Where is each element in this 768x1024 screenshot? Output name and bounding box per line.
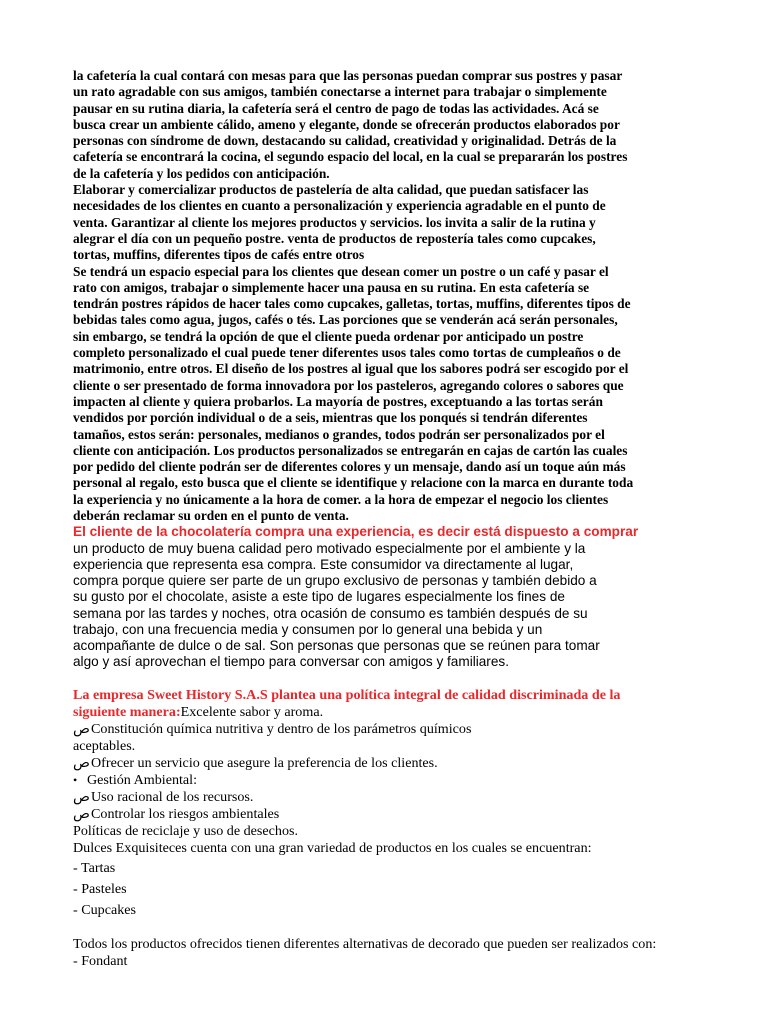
text-line: compra porque quiere ser parte de un grupo exclusivo de personas y también debido a [73, 573, 597, 589]
products-list [73, 858, 698, 921]
bullet-icon: • [73, 773, 78, 788]
list-item: - Fondant [73, 952, 128, 969]
policy-item [73, 789, 698, 806]
text-line: venta. Garantizar al cliente los mejores productos y servicios. los invita a salir de la rutina y [73, 214, 596, 230]
text-line: por pedido del cliente podrán ser de diferentes colores y un mensaje, dando así un toque aún más [73, 459, 626, 475]
text-line: un rato agradable con sus amigos, también conectarse a internet para trabajar o simplemente [73, 84, 607, 100]
arabic-symbol-icon: ص [73, 755, 91, 772]
arabic-symbol-icon: ص [73, 788, 91, 805]
text-line: un producto de muy buena calidad pero motivado especialmente por el ambiente y la [73, 540, 586, 556]
text-line: cafetería se encontrará la cocina, el segundo espacio del local, en la cual se prepararán los postres [73, 149, 628, 165]
text-line: busca crear un ambiente cálido, ameno y elegante, donde se ofrecerán productos elaborados por [73, 116, 620, 132]
text-line: impacten al cliente y quiera probarlos. La mayoría de postres, exceptuando a las tortas serán [73, 393, 603, 409]
policy-item-text: Uso racional de los recursos. [91, 788, 254, 805]
text-line: personal al regalo, esto busca que el cliente se identifique y relacione con la marca en durante toda [73, 475, 634, 491]
text-line: Se tendrá un espacio especial para los clientes que desean comer un postre o un café y pasar el [73, 263, 609, 279]
text-line: personas con síndrome de down, destacando su calidad, creatividad y originalidad. Detrás de la [73, 133, 617, 149]
text-line: la cafetería la cual contará con mesas para que las personas puedan comprar sus postres y pasar [73, 68, 623, 83]
text-line: cliente o ser presentado de forma innovadora por los pasteleros, agregando colores o sabores que [73, 377, 624, 393]
policy-list [73, 721, 698, 856]
policy-item-text: Constitución química nutritiva y dentro de los parámetros químicos [91, 721, 472, 738]
list-item: - Tartas [73, 859, 116, 876]
paragraph-space [73, 264, 698, 525]
text-line: acompañante de dulce o de sal. Son personas que personas que se reúnen para tomar [73, 637, 600, 653]
text-line: tamaños, estos serán: personales, medianos o grandes, todos podrán ser personalizados por el [73, 426, 605, 442]
text-line: semana por las tardes y noches, otra ocasión de consumo es también después de su [73, 605, 588, 621]
policy-item [73, 755, 698, 772]
policy-heading-line: La empresa Sweet History S.A.S plantea una política integral de calidad discriminada de la [73, 687, 621, 704]
text-line: pausar en su rutina diaria, la cafetería será el centro de pago de todas las actividades. Acá se [73, 100, 599, 116]
decor-section [73, 936, 698, 970]
policy-item [73, 806, 698, 823]
text-line: experiencia que representa esa compra. Este consumidor va directamente al lugar, [73, 556, 574, 572]
policy-heading-tail: Excelente sabor y aroma. [180, 704, 324, 721]
text-line: vendidos por porción individual o de a seis, mientras que los ponqués si tendrán diferentes [73, 410, 588, 426]
text-line: matrimonio, entre otros. El diseño de los postres al igual que los sabores podrá ser escogido por el [73, 361, 629, 377]
policy-heading-line: siguiente manera: [73, 704, 181, 721]
chocolateria-heading: El cliente de la chocolatería compra una experiencia, es decir está dispuesto a comprar [73, 524, 639, 540]
text-line: de la cafetería y los pedidos con anticipación. [73, 165, 330, 181]
text-line: algo y así aprovechan el tiempo para conversar con amigos y familiares. [73, 654, 509, 670]
text-line: la experiencia y no únicamente a la hora de comer. a la hora de empezar el negocio los clientes [73, 491, 609, 507]
text-line: Elaborar y comercializar productos de pastelería de alta calidad, que puedan satisfacer las [73, 182, 589, 198]
text-line: alegrar el día con un pequeño postre. venta de productos de repostería tales como cupcakes, [73, 230, 596, 246]
policy-item-text: Gestión Ambiental: [87, 772, 197, 789]
policy-item [73, 772, 698, 789]
policy-item-text: Controlar los riesgos ambientales [91, 805, 280, 822]
text-line: su gusto por el chocolate, asiste a este tipo de lugares especialmente los fines de [73, 589, 565, 605]
text-line: bebidas tales como agua, jugos, cafés o tés. Las porciones que se venderán acá serán personales, [73, 312, 618, 328]
policy-heading [73, 687, 698, 721]
decor-intro: Todos los productos ofrecidos tienen diferentes alternativas de decorado que pueden ser realizados con: [73, 935, 657, 952]
policy-item-text: Ofrecer un servicio que asegure la preferencia de los clientes. [91, 755, 438, 772]
arabic-symbol-icon: ص [73, 805, 91, 822]
list-item: - Pasteles [73, 880, 127, 897]
paragraph-mission [73, 182, 698, 263]
list-item: - Cupcakes [73, 901, 137, 918]
document-page [73, 68, 698, 969]
text-line: trabajo, con una frecuencia media y consumen por lo general una bebida y un [73, 621, 543, 637]
text-line: sin embargo, se tendrá la opción de que el cliente pueda ordenar por anticipado un postre [73, 328, 584, 344]
policy-section [73, 687, 698, 969]
spacer [73, 921, 698, 936]
paragraph-chocolateria [73, 541, 698, 671]
text-line: deberán reclamar su orden en el punto de venta. [73, 508, 349, 524]
paragraph-cafeteria [73, 68, 698, 182]
arabic-symbol-icon: ص [73, 721, 91, 738]
text-line: tortas, muffins, diferentes tipos de cafés entre otros [73, 247, 365, 263]
policy-item [73, 721, 698, 738]
policy-item: Políticas de reciclaje y uso de desechos. [73, 822, 299, 839]
text-line: rato con amigos, trabajar o simplemente hacer una pausa en su rutina. En esta cafetería se [73, 279, 590, 295]
text-line: cliente con anticipación. Los productos personalizados se entregarán en cajas de cartón las cuales [73, 442, 628, 458]
text-line: necesidades de los clientes en cuanto a personalización y experiencia agradable en el punto de [73, 198, 606, 214]
products-intro: Dulces Exquisiteces cuenta con una gran variedad de productos en los cuales se encuentran: [73, 839, 592, 856]
text-line: completo personalizado el cual puede tener diferentes usos tales como tortas de cumpleaños o de [73, 345, 621, 361]
text-line: tendrán postres rápidos de hacer tales como cupcakes, galletas, tortas, muffins, diferentes tipos de [73, 296, 631, 312]
policy-item-continuation: aceptables. [73, 738, 136, 755]
